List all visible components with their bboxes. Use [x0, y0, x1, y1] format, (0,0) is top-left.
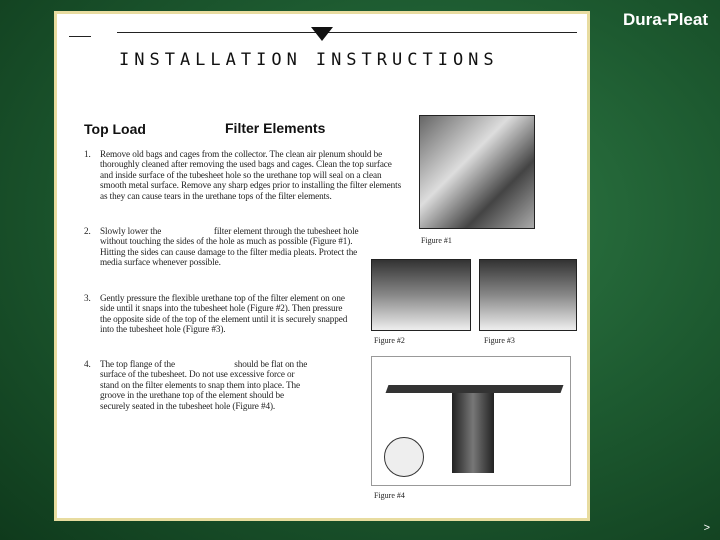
figure-1-image: [419, 115, 535, 229]
step-2: [84, 226, 375, 268]
step-number: 2.: [84, 226, 91, 236]
step-text: The top flange of the should be flat on the surface of the tubesheet. Do not use excessive force or stand on the filter elements to snap them into place. The groove in the urethane top of the element should be securely seated in the tubesheet hole (Figure #4).: [100, 359, 310, 411]
figure-1-caption: Figure #1: [421, 236, 452, 245]
next-slide-button[interactable]: >: [703, 522, 710, 534]
figure-4-image: [371, 356, 571, 486]
step-text: Remove old bags and cages from the collector. The clean air plenum should be thoroughly cleaned after removing the used bags and cages. Clean the top surface and inside surface of the tubesheet hole so the urethane top will seal on a clean smooth metal surface. Remove any sharp edges prior to installing the filter elements as they can cause tears in the urethane tops of the filter elements.: [100, 149, 402, 201]
document-header: [119, 50, 499, 70]
header-word-instructions: INSTRUCTIONS: [315, 50, 499, 70]
header-word-installation: INSTALLATION: [119, 50, 302, 70]
step-text: Gently pressure the flexible urethane top of the filter element on one side until it snaps into the tubesheet hole (Figure #2). Then pressure the opposite side of the top of the element until it is securely snapped into the tubesheet hole (Figure #3).: [100, 293, 348, 335]
slide-title: Dura-Pleat: [622, 10, 708, 29]
step-number: 1.: [84, 149, 91, 159]
heading-top-load: Top Load: [84, 121, 146, 137]
header-rule-right: [117, 32, 577, 33]
step-number: 3.: [84, 293, 91, 303]
step-text: Slowly lower the filter element through the tubesheet hole without touching the sides of the hole as much as possible (Figure #1). Hitting the sides can cause damage to the filter media pleats. Protect the media surface whenever possible.: [100, 226, 361, 268]
step-4: [84, 359, 310, 411]
figure-2-caption: Figure #2: [374, 336, 405, 345]
step-3: [84, 293, 355, 335]
triangle-marker-icon: [311, 27, 333, 41]
step-1: [84, 149, 405, 201]
figure-2-image: [371, 259, 471, 331]
header-rule-left: [69, 36, 91, 37]
instruction-document: [54, 11, 590, 521]
figure-3-image: [479, 259, 577, 331]
figure-4-caption: Figure #4: [374, 491, 405, 500]
figure-3-caption: Figure #3: [484, 336, 515, 345]
heading-filter-elements: Filter Elements: [225, 120, 326, 136]
step-number: 4.: [84, 359, 91, 369]
